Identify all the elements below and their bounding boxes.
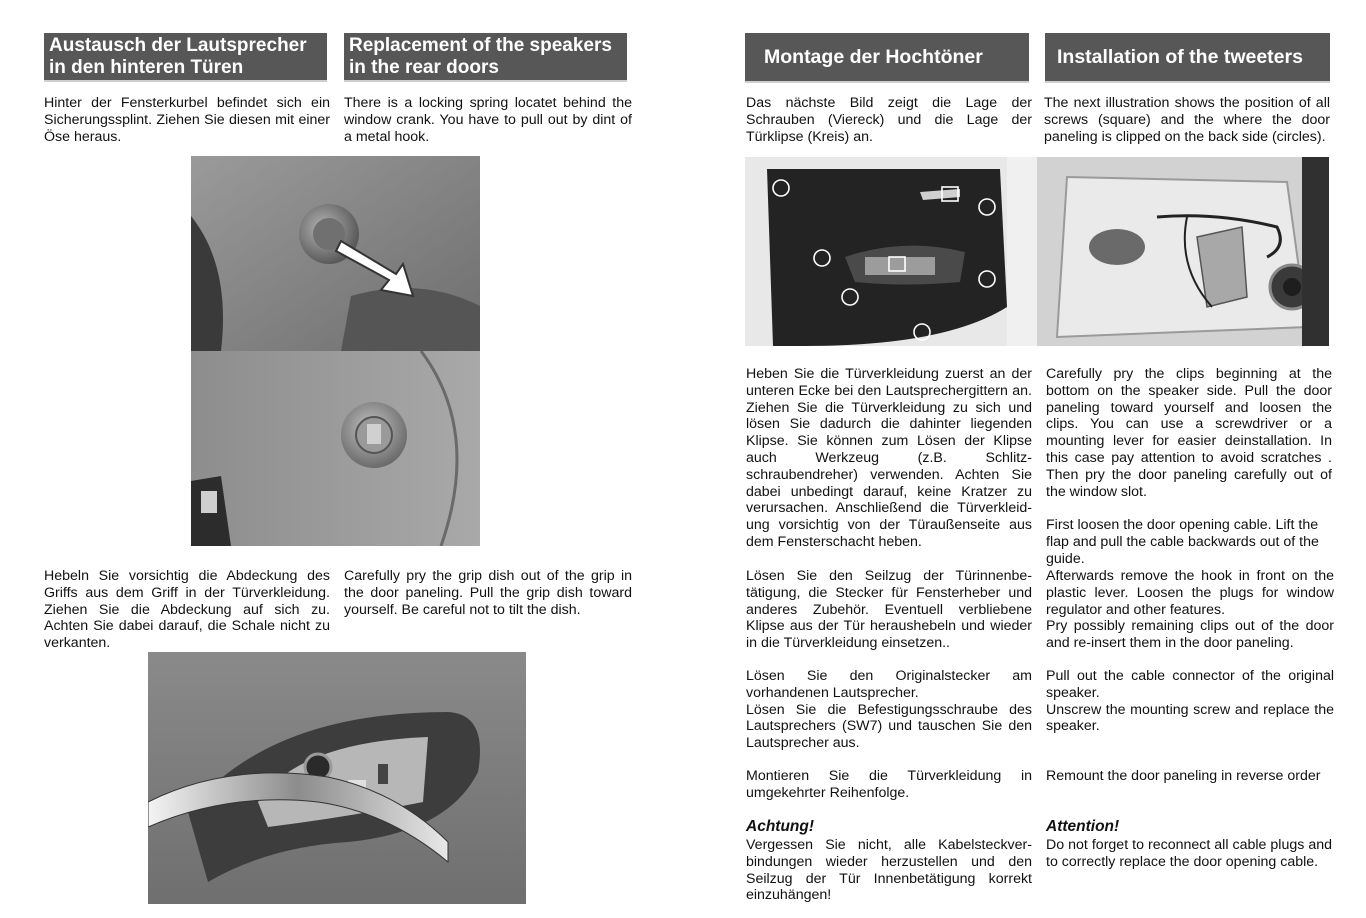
grip-text-en: Carefully pry the grip dish out of the grip in the door paneling. Pull the grip dish toward yourself. Be careful not to tilt the dish. xyxy=(344,568,632,618)
attention-text-de: Vergessen Sie nicht, alle Kabelsteckver-bindungen wieder herzustellen und den Seilzug der Tür Innenbetätigung korrekt einzuhängen! xyxy=(746,837,1032,904)
step2-text-de: Lösen Sie den Seilzug der Türinnenbe-tätigung, die Stecker für Fensterheber und anderes Zubehör. Eventuell verbliebene Klipse aus der Tür heraushebeln und wieder in die Türverkleidung einsetzen.. xyxy=(746,568,1032,652)
step3-text-de: Lösen Sie den Originalstecker am vorhandenen Lautsprecher. Lösen Sie die Befestigungsschraube des Lautsprechers (SW7) und tauschen Sie den Lautsprecher aus. xyxy=(746,668,1032,752)
photo-door-panel-clip xyxy=(191,351,480,546)
intro-text-en: There is a locking spring locatet behind the window crank. You have to pull out by dint of a metal hook. xyxy=(344,95,632,145)
photo-door-handle-grip xyxy=(148,652,526,904)
tweeter-intro-en: The next illustration shows the position of all screws (square) and the where the door paneling is clipped on the back side (circles). xyxy=(1044,95,1330,145)
header-de-rear-speakers: Austausch der Lautsprecher in den hinteren Türen xyxy=(44,33,327,82)
grip-text-de: Hebeln Sie vorsichtig die Abdeckung des Griffs aus dem Griff in der Türverkleidung. Ziehen Sie die Abdeckung auf sich zu. Achten Sie dabei darauf, die Schale nicht zu verkanten. xyxy=(44,568,330,652)
attention-text-en: Do not forget to reconnect all cable plugs and to correctly replace the door opening cable. xyxy=(1046,837,1332,870)
header-en-tweeters: Installation of the tweeters xyxy=(1045,33,1330,83)
photo-inner-door-wiring xyxy=(1037,157,1329,346)
header-de-tweeters: Montage der Hochtöner xyxy=(745,33,1029,83)
step3-text-en: Pull out the cable connector of the original speaker. Unscrew the mounting screw and replace the speaker. xyxy=(1046,668,1334,735)
tweeter-intro-de: Das nächste Bild zeigt die Lage der Schrauben (Viereck) und die Lage der Türklipse (Kreis) an. xyxy=(746,95,1032,145)
attention-title-de: Achtung! xyxy=(746,818,815,835)
step4-text-en: Remount the door paneling in reverse order xyxy=(1046,768,1321,784)
step4-text-de: Montieren Sie die Türverkleidung in umgekehrter Reihenfolge. xyxy=(746,768,1032,801)
step1-text-de: Heben Sie die Türverkleidung zuerst an der unteren Ecke bei den Lautsprechergittern an. Ziehen Sie die Türverkleidung zu sich und lösen Sie dadurch die dahinter liegenden Klipse. Sie können zum Lösen der Klipse auch Werkzeug (z.B. Schlitz-schraubendreher) verwenden. Achten Sie dabei unbedingt darauf, keine Kratzer zu verursachen. Anschließend die Türverkleid-ung vorsichtig von der Türaußenseite aus dem Fensterschacht heben. xyxy=(746,366,1032,550)
photo-window-crank-arrow xyxy=(191,156,480,351)
intro-text-de: Hinter der Fensterkurbel befindet sich ein Sicherungssplint. Ziehen Sie diesen mit einer Öse heraus. xyxy=(44,95,330,145)
attention-title-en: Attention! xyxy=(1046,818,1120,835)
header-en-rear-speakers: Replacement of the speakers in the rear doors xyxy=(344,33,627,82)
photo-door-panel-markers xyxy=(745,157,1037,346)
step2-text-en-plugs: Afterwards remove the hook in front on the plastic lever. Loosen the plugs for window regulator and other features. Pry possibly remaining clips out of the door and re-insert them in the door paneling. xyxy=(1046,568,1334,652)
step1-text-en: Carefully pry the clips beginning at the bottom on the speaker side. Pull the door paneling toward yourself and loosen the clips. You can use a screwdriver or a mounting lever for easier deinstallation. In this case pay attention to avoid scratches . Then pry the door paneling carefully out of the window slot. xyxy=(1046,366,1332,500)
step2-text-en-cable: First loosen the door opening cable. Lift the flap and pull the cable backwards out of the guide. xyxy=(1046,517,1319,567)
